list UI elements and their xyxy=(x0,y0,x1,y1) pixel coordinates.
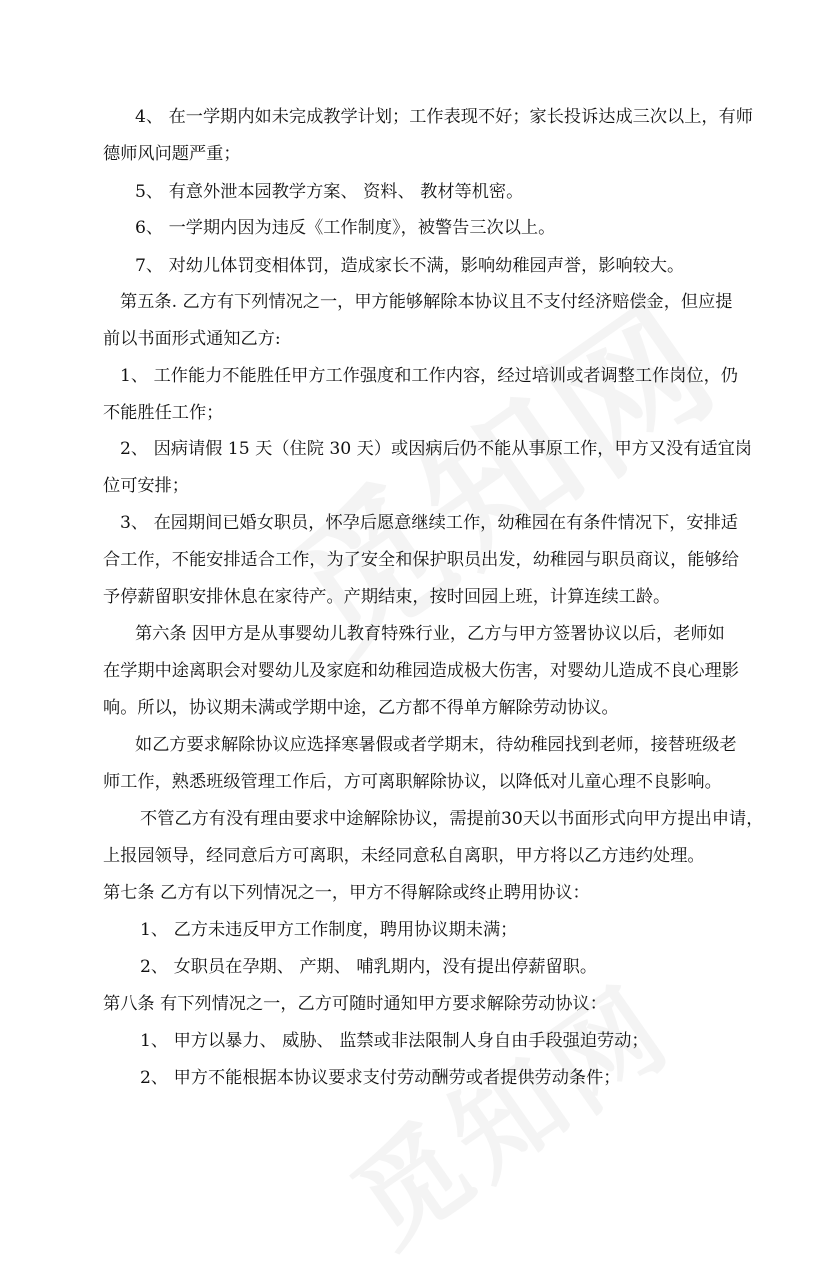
paragraph-line: 不管乙方有没有理由要求中途解除协议，需提前30天以书面形式向甲方提出申请， xyxy=(140,809,764,829)
article-heading: 第五条. 乙方有下列情况之一，甲方能够解除本协议且不支付经济赔偿金，但应提 xyxy=(120,292,733,312)
list-item: 5、 有意外泄本园教学方案、 资料、 教材等机密。 xyxy=(135,182,524,202)
list-item: 2、 女职员在孕期、 产期、 哺乳期内，没有提出停薪留职。 xyxy=(140,957,598,977)
text-line: 不能胜任工作； xyxy=(103,403,224,423)
text-line: 合工作，不能安排适合工作，为了安全和保护职员出发，幼稚园与职员商议，能够给 xyxy=(103,550,739,570)
text-line: 前以书面形式通知乙方: xyxy=(103,329,281,349)
list-item: 1、 乙方未违反甲方工作制度，聘用协议期未满； xyxy=(140,920,518,940)
list-item: 7、 对幼儿体罚变相体罚，造成家长不满，影响幼稚园声誉，影响较大。 xyxy=(135,256,685,276)
article-heading: 第六条 因甲方是从事婴幼儿教育特殊行业，乙方与甲方签署协议以后，老师如 xyxy=(135,624,725,644)
text-line: 上报园领导，经同意后方可离职，未经同意私自离职，甲方将以乙方违约处理。 xyxy=(103,846,705,866)
list-item: 1、 工作能力不能胜任甲方工作强度和工作内容，经过培训或者调整工作岗位，仍 xyxy=(120,366,738,386)
list-item: 2、 因病请假 15 天（住院 30 天）或因病后仍不能从事原工作，甲方又没有适宜岗 xyxy=(120,439,752,459)
list-item: 1、 甲方以暴力、 威胁、 监禁或非法限制人身自由手段强迫劳动； xyxy=(140,1031,649,1051)
text-line: 响。所以，协议期未满或学期中途，乙方都不得单方解除劳动协议。 xyxy=(103,698,619,718)
list-item: 6、 一学期内因为违反《工作制度》，被警告三次以上。 xyxy=(135,218,556,238)
text-line: 在学期中途离职会对婴幼儿及家庭和幼稚园造成极大伤害，对婴幼儿造成不良心理影 xyxy=(103,661,739,681)
paragraph-line: 如乙方要求解除协议应选择寒暑假或者学期末，待幼稚园找到老师，接替班级老 xyxy=(135,735,737,755)
list-item: 3、 在园期间已婚女职员，怀孕后愿意继续工作，幼稚园在有条件情况下，安排适 xyxy=(120,513,738,533)
text-line: 位可安排； xyxy=(103,476,189,496)
text-line: 予停薪留职安排休息在家待产。产期结束，按时回园上班，计算连续工龄。 xyxy=(103,587,671,607)
text-line: 德师风问题严重； xyxy=(103,144,241,164)
text-line: 师工作，熟悉班级管理工作后，方可离职解除协议，以降低对儿童心理不良影响。 xyxy=(103,772,722,792)
article-heading: 第七条 乙方有以下列情况之一，甲方不得解除或终止聘用协议： xyxy=(103,883,590,903)
list-item: 4、 在一学期内如未完成教学计划；工作表现不好；家长投诉达成三次以上，有师 xyxy=(135,107,753,127)
list-item: 2、 甲方不能根据本协议要求支付劳动酬劳或者提供劳动条件； xyxy=(140,1068,621,1088)
article-heading: 第八条 有下列情况之一，乙方可随时通知甲方要求解除劳动协议： xyxy=(103,994,607,1014)
